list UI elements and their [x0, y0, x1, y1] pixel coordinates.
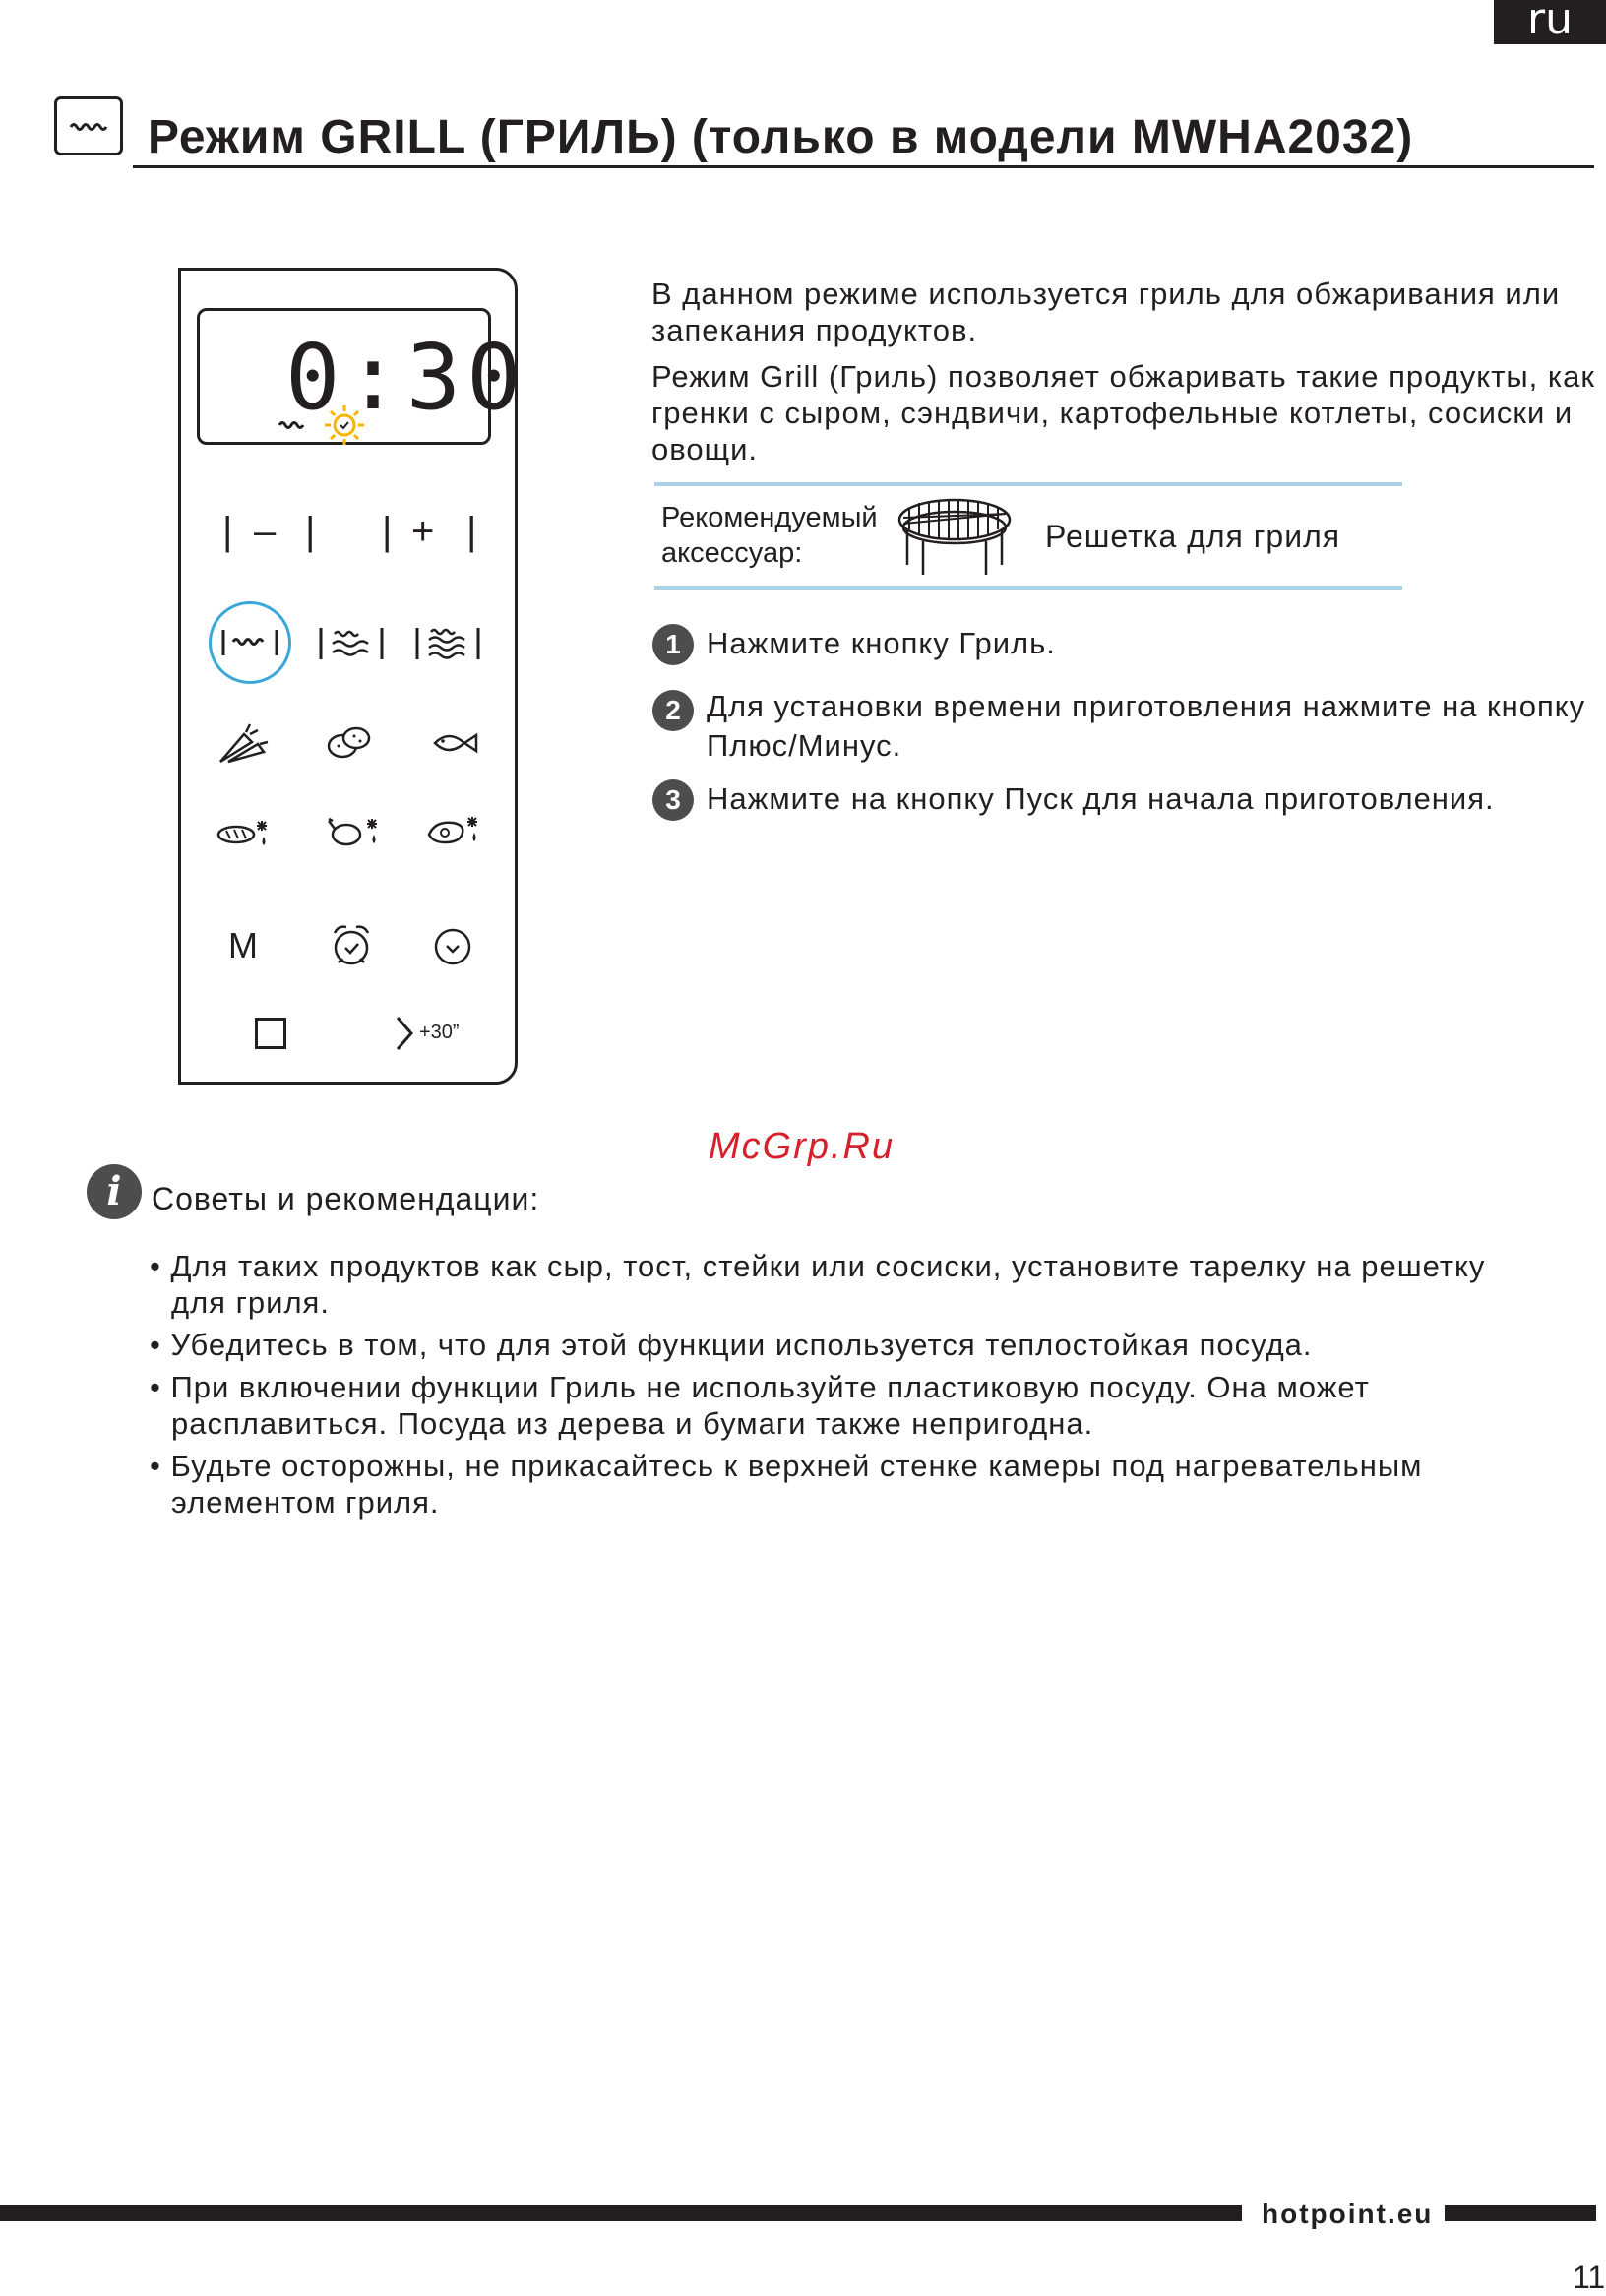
- step-3-number: 3: [652, 779, 694, 821]
- vegetables-icon[interactable]: [215, 718, 274, 768]
- defrost-meat-icon[interactable]: [425, 813, 484, 852]
- grill-mode-icon: [54, 96, 123, 155]
- grill-icon: [212, 604, 288, 681]
- footer-bar-right: [1445, 2205, 1596, 2221]
- display-time: 0:30: [285, 325, 527, 430]
- fish-icon[interactable]: [431, 728, 480, 758]
- accessory-name: Решетка для гриля: [1045, 519, 1341, 554]
- tips-list: [150, 1248, 1527, 1526]
- minus-label: –: [254, 510, 277, 553]
- menu-button[interactable]: M: [228, 925, 258, 965]
- potatoes-icon[interactable]: [325, 722, 374, 762]
- footer-bar-left: [0, 2205, 1242, 2221]
- intro-paragraph-1: В данном режиме используется гриль для обжаривания или запекания продуктов.: [651, 277, 1561, 347]
- tip-item: • При включении функции Гриль не используйте пластиковую посуду. Она может расплавиться. Посуда из дерева и бумаги также непригодна.: [150, 1370, 1370, 1441]
- plus-label: +: [411, 510, 435, 553]
- minus-button[interactable]: | – |: [222, 510, 316, 553]
- accessory-label: Рекомендуемый аксессуар:: [661, 502, 878, 569]
- step-1-number: 1: [652, 624, 694, 665]
- intro-paragraph-2: Режим Grill (Гриль) позволяет обжаривать такие продукты, как гренки с сыром, сэндвичи, картофельные котлеты, сосиски и овощи.: [651, 359, 1595, 466]
- tips-title: Советы и рекомендации:: [152, 1181, 540, 1216]
- accessory-bottom-rule: [654, 586, 1402, 590]
- combi-grill-microwave-1-icon[interactable]: [317, 624, 386, 663]
- title-underline: [133, 165, 1594, 168]
- stop-button[interactable]: [255, 1018, 286, 1049]
- step-2-number: 2: [652, 690, 694, 731]
- alarm-timer-icon[interactable]: [329, 923, 374, 968]
- quick-start-label: +30”: [419, 1022, 460, 1043]
- footer-site: hotpoint.eu: [1262, 2199, 1434, 2229]
- defrost-bread-icon[interactable]: [215, 817, 274, 850]
- step-3-text: Нажмите на кнопку Пуск для начала приготовления.: [707, 781, 1495, 816]
- page-number: 11: [1573, 2260, 1606, 2295]
- watermark: McGrp.Ru: [709, 1126, 896, 1167]
- step-2-text: Для установки времени приготовления нажмите на кнопку Плюс/Минус.: [707, 689, 1586, 763]
- page-title: Режим GRILL (ГРИЛЬ) (только в модели MWHA2032): [148, 111, 1414, 163]
- combi-grill-microwave-2-icon[interactable]: [413, 624, 482, 663]
- clock-icon[interactable]: [433, 927, 472, 966]
- tip-item: • Будьте осторожны, не прикасайтесь к верхней стенке камеры под нагревательным элементом гриля.: [150, 1449, 1423, 1520]
- step-1-text: Нажмите кнопку Гриль.: [707, 626, 1056, 660]
- plus-button[interactable]: | + |: [382, 510, 477, 553]
- start-button[interactable]: [394, 1014, 482, 1053]
- intro-text: [651, 276, 1596, 477]
- grill-button[interactable]: [209, 601, 291, 684]
- info-icon: i: [87, 1164, 142, 1219]
- defrost-poultry-icon[interactable]: [325, 813, 384, 852]
- tip-item: • Для таких продуктов как сыр, тост, стейки или сосиски, установите тарелку на решетку для гриля.: [150, 1249, 1486, 1320]
- start-chevron-icon: [394, 1014, 417, 1053]
- language-tag: ru: [1494, 0, 1606, 44]
- grill-rack-icon: [896, 494, 1014, 579]
- accessory-top-rule: [654, 482, 1402, 486]
- display-grill-sun-indicators-icon: [276, 403, 364, 447]
- tip-item: • Убедитесь в том, что для этой функции используется теплостойкая посуда.: [150, 1328, 1313, 1362]
